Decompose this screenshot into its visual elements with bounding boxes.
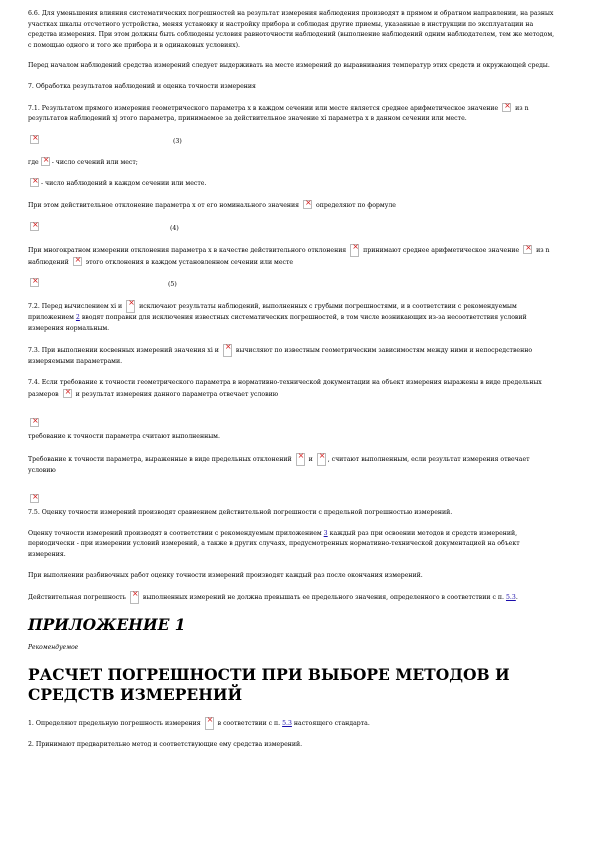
broken-image-icon <box>30 278 39 287</box>
appendix-subtitle: Рекомендуемое <box>28 644 79 652</box>
appendix-3-link[interactable]: 3 <box>323 529 328 537</box>
broken-image-icon <box>223 344 232 357</box>
broken-image-icon <box>30 178 39 187</box>
section-heading-7: 7. Обработка результатов наблюдений и оценка точности измерения <box>28 82 256 90</box>
formula-5: × (5) <box>28 278 558 290</box>
broken-image-icon <box>63 389 72 398</box>
broken-image-icon <box>205 717 214 730</box>
paragraph-6-6: 6.6. Для уменьшения влияния систематических погрешностей на результат измерения наблюдения производят в прямом и обратном направлении, на разных участках шкалы отсчетного устройства, меняя установку и настройку прибора и соблюдая другие приемы, указанные в инструкции по эксплуатации на средства измерения. При этом должны быть соблюдены условия равноточности наблюдений (выполнение наблюдений одним наблюдателем, тем же методом, с помощью одного и того же прибора и в одинаковых условиях). <box>28 10 555 49</box>
paragraph-7-2: 7.2. Перед вычислением хi и × исключают результаты наблюдений, выполненных с грубыми погрешностями, и в соответствии с рекомендуемым приложением 2 вводят поправки для исключения известных систематических погрешностей, в том числе возникающих из-за несоответствия условий измерения нормальным. <box>28 300 558 334</box>
broken-image-icon <box>30 494 39 503</box>
broken-image-icon <box>350 244 359 257</box>
broken-image-icon <box>73 257 82 266</box>
step-2: 2. Принимают предварительно метод и соответствующие ему средства измерений. <box>28 741 303 749</box>
paragraph-deviation: При этом действительное отклонение параметра х от его номинального значения × определяют по формуле <box>28 200 558 212</box>
broken-image-icon <box>303 200 312 209</box>
paragraph-limit-deviations: Требование к точности параметра, выраженные в виде предельных отклонений × и × , считают выполненным, если результат измерения отвечает условию <box>28 453 558 477</box>
formula-condition-2 <box>28 486 558 498</box>
paragraph-7-5: 7.5. Оценку точности измерений производят сравнением действительной погрешности с предельной погрешностью измерений. <box>28 509 453 517</box>
paragraph-actual-error: Действительная погрешность × выполненных измерений не должна превышать ее предельного значения, определенного в соответствии с п. 5.3. <box>28 591 558 604</box>
broken-image-icon <box>130 591 139 604</box>
broken-image-icon <box>502 103 511 112</box>
paragraph-7-3: 7.3. При выполнении косвенных измерений значения хi и × вычисляют по известным геометрическим зависимостям между ними и непосредственно измеряемыми параметрами. <box>28 344 558 368</box>
paragraph-n: ×- число наблюдений в каждом сечении или месте. <box>28 178 558 190</box>
section-title: РАСЧЕТ ПОГРЕШНОСТИ ПРИ ВЫБОРЕ МЕТОДОВ И СРЕДСТВ ИЗМЕРЕНИЙ <box>28 665 510 705</box>
formula-4: × (4) <box>28 222 558 234</box>
document-page <box>28 9 558 761</box>
broken-image-icon <box>30 135 39 144</box>
paragraph-multiple: При многократном измерении отклонения параметра х в качестве действительного отклонения × принимают среднее арифметическое значение × из n наблюдений × этого отклонения в каждом установленном сечении или месте <box>28 244 558 269</box>
paragraph-layout-works: При выполнении разбивочных работ оценку точности измерений производят каждый раз после окончания измерений. <box>28 571 423 579</box>
broken-image-icon <box>317 453 326 466</box>
paragraph-where: где× - число сечений или мест; <box>28 157 558 169</box>
broken-image-icon <box>296 453 305 466</box>
broken-image-icon <box>30 418 39 427</box>
appendix-2-link[interactable]: 2 <box>75 314 80 322</box>
broken-image-icon <box>126 300 135 313</box>
paragraph-7-4: 7.4. Если требование к точности геометрического параметра в нормативно-технической документации на объект измерения выражены в виде предельных размеров × и результат измерения данного параметра отвечает условию <box>28 378 558 400</box>
broken-image-icon <box>30 222 39 231</box>
broken-image-icon <box>523 245 532 254</box>
broken-image-icon <box>41 157 50 166</box>
formula-3: × (3) <box>28 135 558 147</box>
formula-condition-1 <box>28 410 558 422</box>
clause-5-3-link[interactable]: 5.3 <box>505 594 516 602</box>
clause-5-3-link[interactable]: 5.3 <box>282 720 292 728</box>
paragraph-accuracy-assessment: Оценку точности измерений производят в соответствии с рекомендуемым приложением 3 каждый раз при освоении методов и средств измерений, периодически - при измерении условий измерений, а также в других случаях, предусмотренных нормативно-технической документацией на объект измерения. <box>28 529 520 559</box>
appendix-title: ПРИЛОЖЕНИЕ 1 <box>28 615 186 635</box>
paragraph-temperature: Перед началом наблюдений средства измерений следует выдерживать на месте измерений до выравнивания температур этих средств и окружающей среды. <box>28 62 550 70</box>
paragraph-requirement-met: требование к точности параметра считают выполненным. <box>28 433 220 441</box>
step-1: 1. Определяют предельную погрешность измерения × в соответствии с п. 5.3 настоящего стандарта. <box>28 717 558 730</box>
paragraph-7-1: 7.1. Результатом прямого измерения геометрического параметра х в каждом сечении или месте является среднее арифметическое значение × из n результатов наблюдений хj этого параметра, принимаемое за действительное значение хi параметра х в данном сечении или месте. <box>28 103 558 125</box>
